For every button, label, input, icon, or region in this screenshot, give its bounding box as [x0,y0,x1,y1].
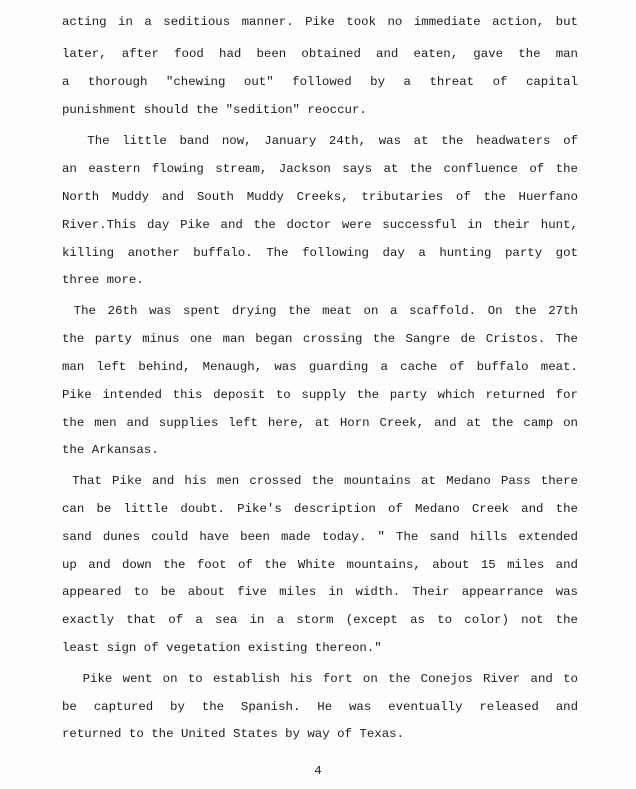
text-line-10: three more. [62,273,144,287]
text-line-5: The little band now, January 24th, was at the headwaters of [62,134,578,148]
text-line-11: The 26th was spent drying the meat on a scaffold. On the 27th [62,304,578,318]
text-line-14: Pike intended this deposit to supply the party which returned for [62,388,578,402]
text-line-12: the party minus one man began crossing the Sangre de Cristos. The [62,332,578,346]
text-line-26: returned to the United States by way of Texas. [62,727,405,741]
text-line-7: North Muddy and South Muddy Creeks, tributaries of the Huerfano [62,190,578,204]
text-line-16: the Arkansas. [62,443,159,457]
text-line-4: punishment should the "sedition" reoccur. [62,103,367,117]
text-line-23: least sign of vegetation existing thereon." [62,641,382,655]
text-line-9: killing another buffalo. The following day a hunting party got [62,246,578,260]
text-line-25: be captured by the Spanish. He was eventually released and [62,700,578,714]
page-number: 4 [314,764,322,778]
text-line-15: the men and supplies left here, at Horn Creek, and at the camp on [62,416,578,430]
text-line-24: Pike went on to establish his fort on the Conejos River and to [62,672,578,686]
text-line-3: a thorough "chewing out" followed by a threat of capital [62,75,578,89]
text-line-19: sand dunes could have been made today. " The sand hills extended [62,530,578,544]
text-line-8: River.This day Pike and the doctor were successful in their hunt, [62,218,578,232]
text-line-22: exactly that of a sea in a storm (except as to color) not the [62,613,578,627]
text-line-18: can be little doubt. Pike's description of Medano Creek and the [62,502,578,516]
text-line-6: an eastern flowing stream, Jackson says at the confluence of the [62,162,578,176]
text-line-1: acting in a seditious manner. Pike took no immediate action, but [62,15,578,29]
text-line-13: man left behind, Menaugh, was guarding a cache of buffalo meat. [62,360,578,374]
text-line-21: appeared to be about five miles in width. Their appearrance was [62,585,578,599]
text-line-2: later, after food had been obtained and eaten, gave the man [62,47,578,61]
text-line-17: That Pike and his men crossed the mountains at Medano Pass there [62,474,578,488]
text-line-20: up and down the foot of the White mountains, about 15 miles and [62,558,578,572]
